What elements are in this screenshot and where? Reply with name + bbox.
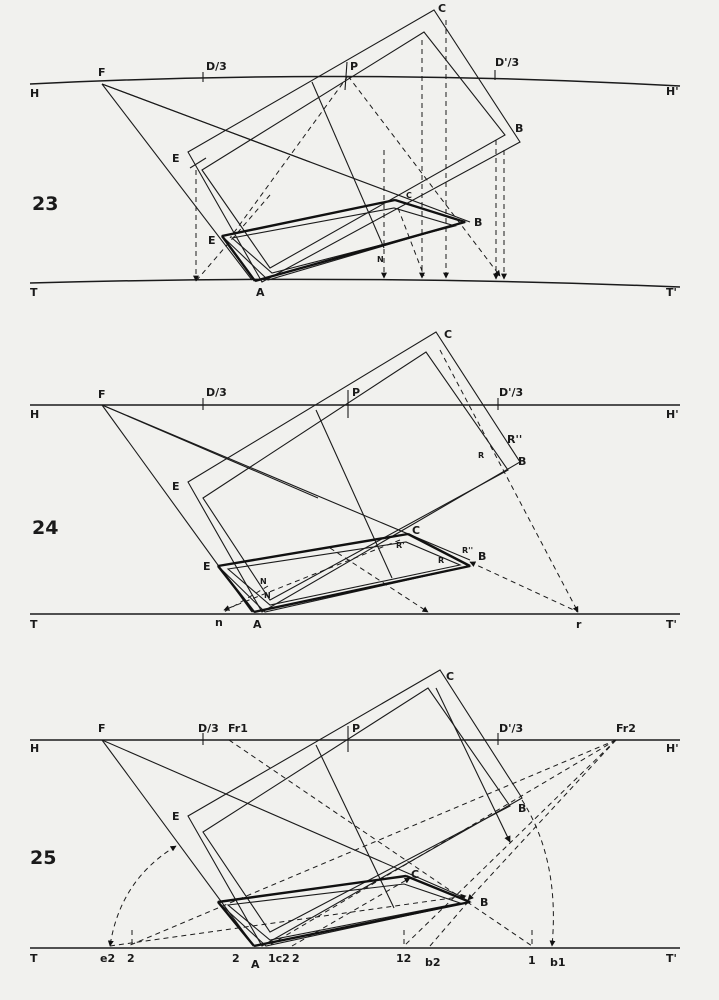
persp-label-c: C (412, 524, 421, 537)
persp-label-c: C (411, 868, 420, 881)
figure-number-25: 25 (30, 847, 57, 869)
plan-label-c: C (438, 2, 447, 15)
vanishing-point-f: F (98, 66, 106, 79)
ground-label-1c2: 1c2 (268, 952, 290, 965)
perspective-front-edge (218, 902, 254, 946)
label-d3-right: D'/3 (499, 386, 524, 399)
ground-label-t-prime: T' (666, 952, 677, 965)
ground-label-1: 1 (528, 954, 536, 967)
plan-label-b: B (515, 122, 524, 135)
perspective-front-edge (222, 236, 255, 281)
persp-label-b: B (478, 550, 487, 563)
persp-label-n-upper: N (260, 577, 267, 586)
ground-point-a: A (256, 286, 265, 299)
ground-label-2-a: 2 (127, 952, 135, 965)
plan-rectangle-outer (188, 10, 520, 282)
ground-line (30, 279, 680, 287)
horizon-label-h-prime: H' (666, 85, 679, 98)
perspective-rectangle-outer (222, 200, 465, 280)
vanishing-point-f: F (98, 722, 106, 735)
horizon-label-h: H (30, 87, 40, 100)
vanishing-point-f: F (98, 388, 106, 401)
ground-label-12: 12 (396, 952, 412, 965)
construction-line (102, 84, 252, 280)
dashed-line-fr1 (229, 740, 532, 946)
dashed-line-fr2 (404, 740, 616, 946)
persp-label-b: B (474, 216, 483, 229)
ground-point-r: r (576, 618, 582, 631)
ground-point-n: n (215, 616, 223, 629)
dashed-line-fr2 (468, 740, 616, 900)
ground-label-b1: b1 (550, 956, 566, 969)
horizon-label-h-prime: H' (666, 742, 679, 755)
label-d3-left: D/3 (206, 386, 227, 399)
persp-label-n-lower: N (264, 591, 271, 600)
figure-25 (30, 670, 680, 971)
persp-label-n: N (377, 255, 384, 264)
horizon-label-h: H (30, 408, 40, 421)
label-d3-right: D'/3 (495, 56, 520, 69)
ground-label-2-b: 2 (232, 952, 240, 965)
rotation-arc-left (110, 846, 176, 946)
persp-label-r-prime: R' (396, 541, 405, 550)
persp-label-e: E (208, 234, 216, 247)
dashed-projection (398, 208, 424, 276)
ground-point-a: A (253, 618, 262, 631)
ground-label-t: T (30, 618, 38, 631)
dashed-projection (348, 76, 500, 276)
ground-label-t-prime: T' (666, 618, 677, 631)
label-d3-left: D/3 (206, 60, 227, 73)
label-d3-right: D'/3 (499, 722, 524, 735)
perspective-back-edge (222, 200, 395, 236)
plan-label-b: B (518, 455, 527, 468)
horizon-label-h-prime: H' (666, 408, 679, 421)
ground-label-t: T (30, 286, 38, 299)
plan-label-b: B (518, 802, 527, 815)
dashed-projection (470, 562, 578, 612)
dashed-line-fr2 (268, 740, 616, 946)
dashed-line-fr2 (128, 740, 616, 946)
label-p: P (352, 722, 361, 735)
persp-label-b: B (480, 896, 489, 909)
ground-label-2-c: 2 (292, 952, 300, 965)
plan-label-r-double: R'' (507, 433, 523, 446)
perspective-near-edge (255, 222, 465, 281)
persp-label-r-double: R'' (462, 546, 474, 555)
label-fr2: Fr2 (616, 722, 636, 735)
figure-number-24: 24 (32, 517, 59, 539)
ground-label-b2: b2 (425, 956, 441, 969)
perspective-back-edge (218, 876, 406, 902)
persp-label-c: C (406, 191, 412, 200)
perspective-near-edge (254, 566, 470, 612)
figure-number-23: 23 (32, 193, 59, 215)
rotation-arc-right (522, 800, 553, 946)
construction-line (102, 84, 470, 222)
construction-line (312, 82, 384, 248)
plan-rectangle-outer (188, 332, 523, 612)
figure-23 (30, 2, 680, 299)
construction-line (102, 740, 254, 946)
plan-label-e: E (172, 152, 180, 165)
construction-line (316, 410, 392, 578)
horizon-label-h: H (30, 742, 40, 755)
label-d3-left: D/3 (198, 722, 219, 735)
label-fr1: Fr1 (228, 722, 248, 735)
plan-label-e: E (172, 480, 180, 493)
label-p: P (350, 60, 359, 73)
dashed-projection (330, 548, 428, 612)
persp-label-r: R (438, 556, 445, 565)
perspective-rectangle-inner (228, 542, 460, 605)
plan-rectangle-outer (188, 670, 522, 946)
plan-label-r: R (478, 451, 485, 460)
label-p: P (352, 386, 361, 399)
plan-label-e: E (172, 810, 180, 823)
construction-line (436, 688, 510, 842)
figure-24 (30, 328, 680, 631)
persp-label-e: E (203, 560, 211, 573)
ground-label-e2: e2 (100, 952, 116, 965)
ground-point-a: A (251, 958, 260, 971)
plan-label-c: C (446, 670, 455, 683)
ground-label-t-prime: T' (666, 286, 677, 299)
plan-label-c: C (444, 328, 453, 341)
ground-label-t: T (30, 952, 38, 965)
